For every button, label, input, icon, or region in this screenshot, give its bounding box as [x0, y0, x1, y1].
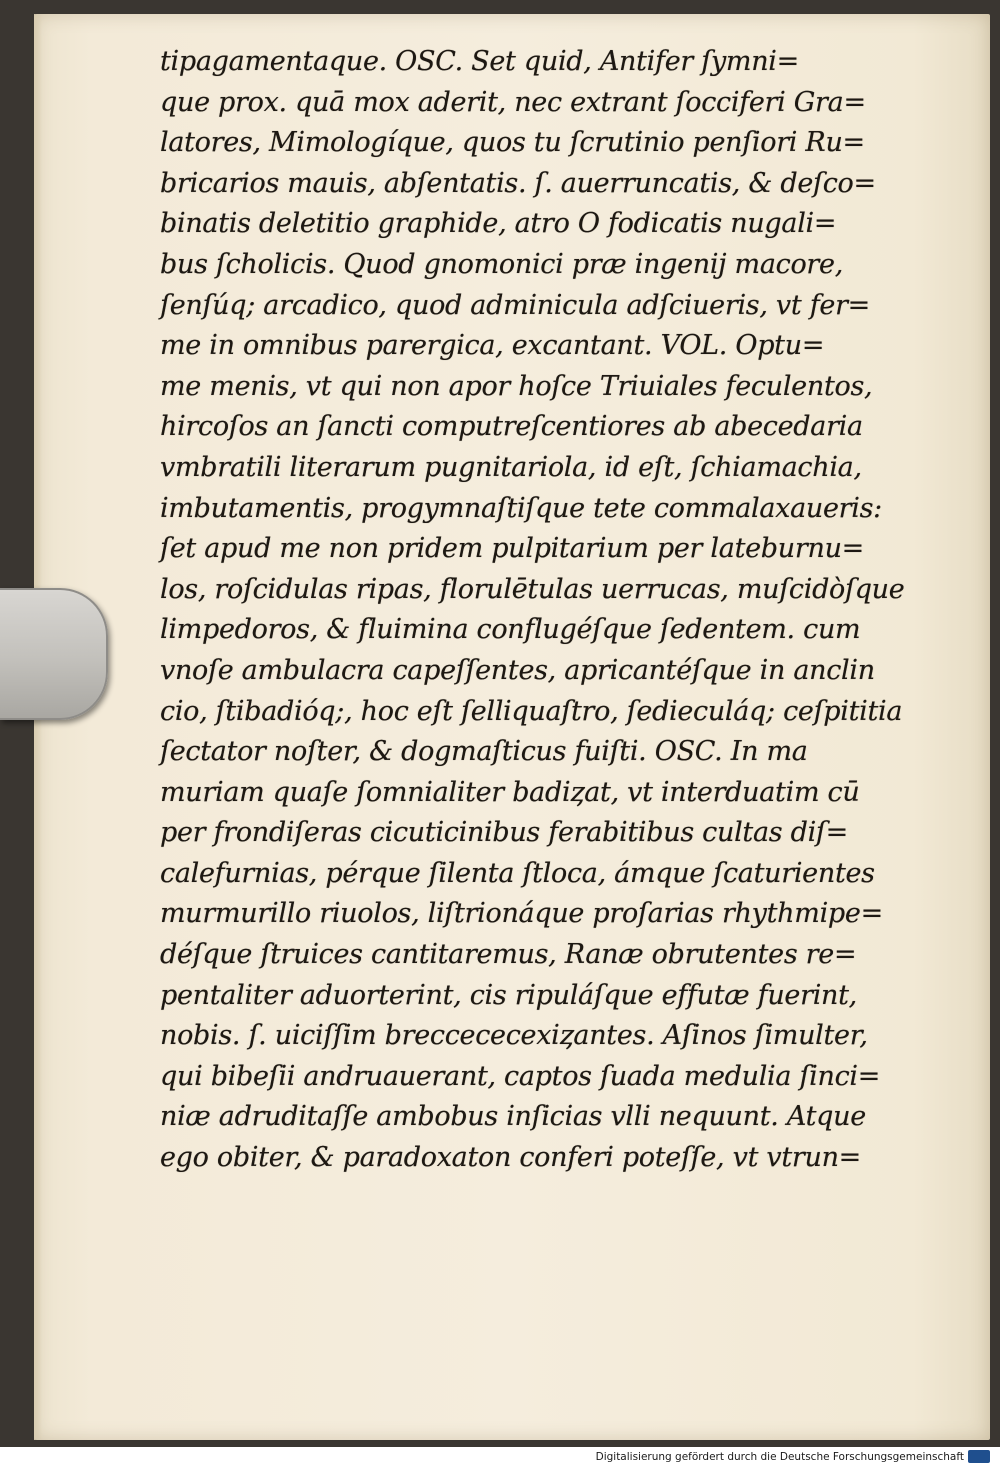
text-line: nobis. ſ. uiciſſim breccececexiȥantes. Aſinos ſimulter,	[160, 1020, 868, 1052]
text-line: niæ adruditaſſe ambobus inſicias vlli nequunt. Atque	[160, 1101, 866, 1133]
text-line: me menis, vt qui non apor hoſce Triuiales feculentos,	[160, 370, 873, 402]
text-line: imbutamentis, progymnaſtiſque tete commalaxaueris:	[160, 492, 882, 524]
text-line: cio, ſtibadióq;, hoc eſt ſelliquaſtro, ſedieculáq; ceſpititia	[160, 695, 903, 727]
text-line: calefurnias, pérque ſilenta ſtloca, ámque ſcaturientes	[160, 857, 875, 889]
text-line: qui bibeſii andruauerant, captos ſuada medulia ſinci=	[160, 1060, 881, 1092]
text-line: tipagamentaque. OSC. Set quid, Antifer ſymni=	[160, 46, 799, 77]
text-line: ſectator noſter, & dogmaſticus fuiſti. OSC. In ma	[160, 736, 808, 768]
text-line: vnoſe ambulacra capeſſentes, apricantéſque in anclin	[160, 654, 875, 686]
text-line: los, roſcidulas ripas, florulētulas uerrucas, muſcidòſque	[160, 573, 905, 605]
text-line: vmbratili literarum pugnitariola, id eſt, ſchiamachia,	[160, 451, 862, 483]
text-line: ſenſúq; arcadico, quod adminicula adſciueris, vt fer=	[160, 289, 871, 321]
page-gutter-shadow	[34, 14, 42, 1440]
funding-credit: Digitalisierung gefördert durch die Deutsche Forschungsgemeinschaft	[595, 1451, 964, 1463]
text-line: binatis deletitio graphide, atro O fodicatis nugali=	[160, 208, 837, 240]
text-line: latores, Mimologíque, quos tu ſcrutinio penſiori Ru=	[160, 127, 865, 159]
text-line: me in omnibus parergica, excantant. VOL. Optu=	[160, 330, 825, 362]
page-holder-clip	[0, 588, 108, 720]
text-line: ego obiter, & paradoxaton conferi poteſſe, vt vtrun=	[160, 1142, 862, 1174]
text-line: pentaliter aduorterint, cis ripuláſque effutæ fuerint,	[160, 979, 857, 1011]
text-line: bus ſcholicis. Quod gnomonici præ ingenij macore,	[160, 248, 843, 280]
text-line: ſet apud me non pridem pulpitarium per lateburnu=	[160, 533, 864, 565]
text-line: limpedoros, & fluimina conflugéſque ſedentem. cum	[160, 614, 861, 646]
text-line: per frondiſeras cicuticinibus ferabitibus cultas diſ=	[160, 817, 848, 849]
text-line: bricarios mauis, abſentatis. ſ. auerruncatis, & deſco=	[160, 167, 876, 199]
text-line: que prox. quā mox aderit, nec extrant ſocciferi Gra=	[160, 86, 866, 118]
text-line: muriam quaſe ſomnialiter badiȥat, vt interduatim cū	[160, 776, 860, 808]
page-text	[160, 42, 920, 1179]
text-line: hircoſos an ſancti computreſcentiores ab abecedaria	[160, 411, 863, 443]
text-line: déſque ſtruices cantitaremus, Ranæ obrutentes re=	[160, 939, 857, 971]
dfg-logo-icon	[968, 1450, 990, 1463]
text-line: murmurillo riuolos, liſtrionáque proſarias rhythmipe=	[160, 898, 883, 930]
